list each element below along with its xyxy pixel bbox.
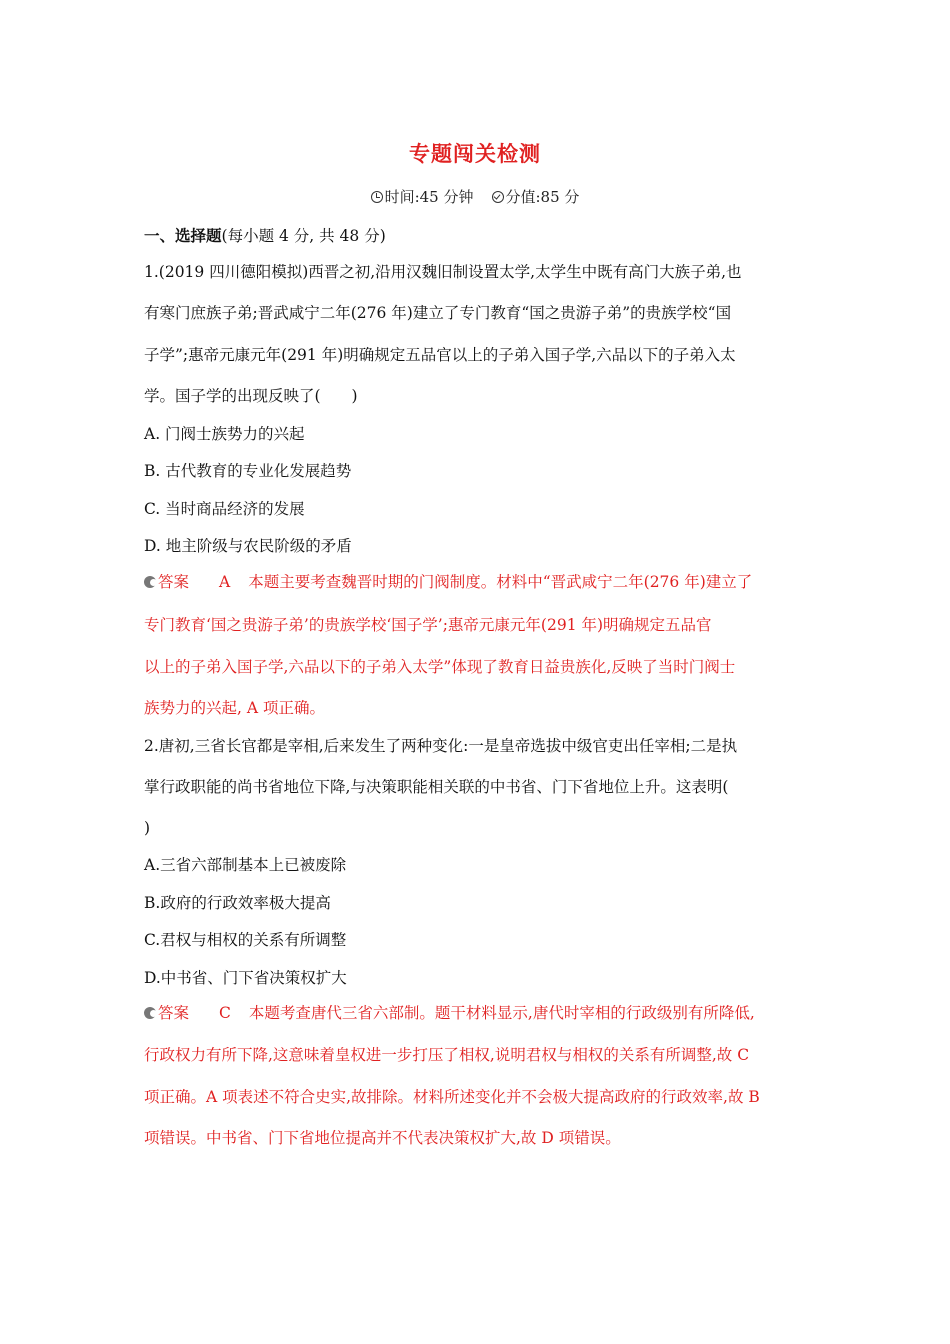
q2-answer-letter: C — [219, 1004, 231, 1022]
q2-answer-line: 行政权力有所下降,这意味着皇权进一步打压了相权,说明君权与相权的关系有所调整,故 C — [144, 1046, 750, 1064]
q2-option-d: D.中书省、门下省决策权扩大 — [144, 969, 347, 987]
q2-answer-line: 项错误。中书省、门下省地位提高并不代表决策权扩大,故 D 项错误。 — [144, 1129, 621, 1147]
q1-answer-line: 族势力的兴起, A 项正确。 — [144, 699, 325, 717]
section-note: (每小题 4 分, 共 48 分) — [221, 227, 386, 245]
page-title: 专题闯关检测 — [409, 142, 541, 166]
q1-stem-line: 1.(2019 四川德阳模拟)西晋之初,沿用汉魏旧制设置太学,太学生中既有高门大族子弟,也 — [144, 263, 742, 281]
q1-answer-line: 专门教育‘国之贵游子弟’的贵族学校‘国子学’;惠帝元康元年(291 年)明确规定五品官 — [144, 616, 712, 634]
time-limit: 时间:45 分钟 — [384, 188, 474, 206]
check-icon — [492, 191, 504, 203]
section-heading: 一、选择题(每小题 4 分, 共 48 分) — [144, 227, 386, 245]
q2-stem-line: 2.唐初,三省长官都是宰相,后来发生了两种变化:一是皇帝选拔中级官吏出任宰相;二是执 — [144, 737, 738, 755]
q1-stem-line: 子学”;惠帝元康元年(291 年)明确规定五品官以上的子弟入国子学,六品以下的子弟入太 — [144, 346, 736, 364]
q1-stem-line: 有寒门庶族子弟;晋武咸宁二年(276 年)建立了专门教育“国之贵游子弟”的贵族学校“国 — [144, 304, 732, 322]
q1-answer: 答案 A 本题主要考查魏晋时期的门阀制度。材料中“晋武咸宁二年(276 年)建立了 — [144, 572, 752, 592]
q1-stem-line: 学。国子学的出现反映了( ) — [144, 387, 358, 405]
q1-option-c: C. 当时商品经济的发展 — [144, 500, 305, 518]
answer-icon — [144, 576, 156, 588]
q2-stem-line: ) — [144, 819, 151, 837]
q2-option-b: B.政府的行政效率极大提高 — [144, 894, 331, 912]
q2-answer: 答案 C 本题考查唐代三省六部制。题干材料显示,唐代时宰相的行政级别有所降低, — [144, 1003, 755, 1023]
q1-answer-letter: A — [219, 573, 231, 591]
q2-option-c: C.君权与相权的关系有所调整 — [144, 931, 347, 949]
q2-option-a: A.三省六部制基本上已被废除 — [144, 856, 347, 874]
q1-option-d: D. 地主阶级与农民阶级的矛盾 — [144, 537, 352, 555]
total-score: 分值:85 分 — [505, 188, 580, 206]
exam-meta — [144, 186, 806, 207]
q1-answer-line: 以上的子弟入国子学,六品以下的子弟入太学”体现了教育日益贵族化,反映了当时门阀士 — [144, 658, 736, 676]
q1-option-b: B. 古代教育的专业化发展趋势 — [144, 462, 352, 480]
q2-stem-line: 掌行政职能的尚书省地位下降,与决策职能相关联的中书省、门下省地位上升。这表明( — [144, 778, 729, 796]
q1-option-a: A. 门阀士族势力的兴起 — [144, 425, 305, 443]
answer-icon — [144, 1007, 156, 1019]
q2-answer-line: 项正确。A 项表述不符合史实,故排除。材料所述变化并不会极大提高政府的行政效率,故 B — [144, 1088, 760, 1106]
clock-icon — [371, 191, 383, 203]
